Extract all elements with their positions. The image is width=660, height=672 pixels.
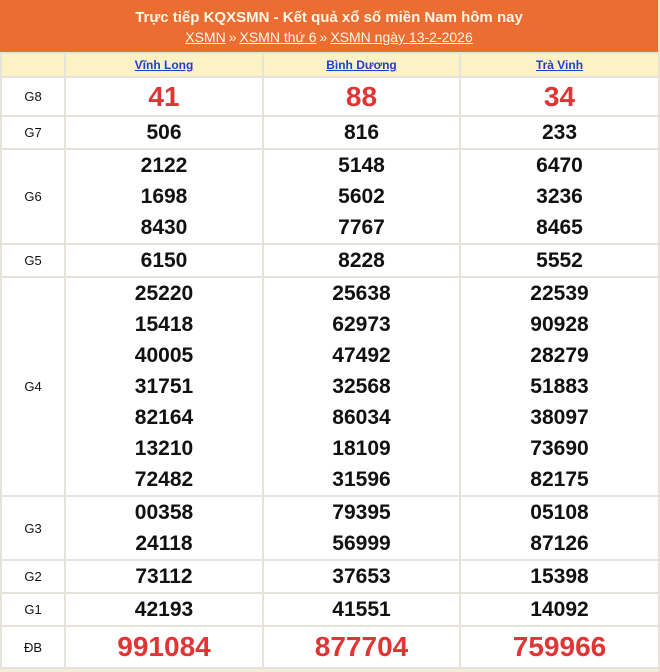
prize-rows <box>1 77 659 668</box>
prize-cell <box>460 149 659 244</box>
prize-number: 877704 <box>314 631 409 662</box>
prize-number: 00358 <box>134 501 194 524</box>
prize-row-g6 <box>1 149 659 244</box>
prize-number: 73112 <box>135 565 193 588</box>
prize-cell <box>263 496 460 560</box>
prize-row-g3 <box>1 496 659 560</box>
prize-label: ĐB <box>1 626 65 668</box>
prize-cell <box>65 116 263 149</box>
prize-label: G1 <box>1 593 65 626</box>
prize-row-db <box>1 626 659 668</box>
prize-row-g8 <box>1 77 659 116</box>
prize-number: 87126 <box>530 532 589 555</box>
prize-label: G6 <box>1 149 65 244</box>
prize-number: 82164 <box>134 406 194 429</box>
prize-number: 6470 <box>536 154 583 177</box>
breadcrumb-separator: » <box>228 29 237 45</box>
prize-number: 56999 <box>332 532 391 555</box>
prize-cell <box>65 496 263 560</box>
prize-cell <box>65 77 263 116</box>
prize-label: G2 <box>1 560 65 593</box>
prize-cell <box>263 593 460 626</box>
prize-number: 41 <box>148 81 180 112</box>
results-banner <box>0 0 658 52</box>
prize-number: 42193 <box>134 598 194 621</box>
prize-cell <box>65 593 263 626</box>
prize-number: 13210 <box>134 437 194 460</box>
prize-number: 25220 <box>134 282 194 305</box>
prize-number: 233 <box>541 121 578 144</box>
prize-number: 5602 <box>338 185 385 208</box>
prize-cell <box>460 626 659 668</box>
breadcrumb-separator: » <box>319 29 328 45</box>
prize-cell <box>263 244 460 277</box>
prize-cell <box>65 560 263 593</box>
prize-number: 759966 <box>512 631 607 662</box>
prize-row-g4 <box>1 277 659 496</box>
prize-label: G3 <box>1 496 65 560</box>
prize-cell <box>263 116 460 149</box>
prize-number: 41551 <box>332 598 391 621</box>
prize-number: 88 <box>345 81 378 112</box>
prize-number: 15398 <box>530 565 589 588</box>
prize-number: 32568 <box>332 375 391 398</box>
prize-number: 2122 <box>140 154 188 177</box>
province-link-tra-vinh[interactable]: Trà Vinh <box>535 58 584 72</box>
province-header-row <box>1 53 659 77</box>
prize-cell <box>65 244 263 277</box>
prize-number: 37653 <box>332 565 391 588</box>
prize-number: 72482 <box>134 468 194 491</box>
prize-number: 8465 <box>536 216 583 239</box>
prize-number: 47492 <box>332 344 391 367</box>
prize-number: 816 <box>343 121 380 144</box>
breadcrumb-xsmn-friday[interactable]: XSMN thứ 6 <box>239 29 317 45</box>
prize-label: G8 <box>1 77 65 116</box>
breadcrumb-xsmn[interactable]: XSMN <box>185 29 226 45</box>
prize-cell <box>263 77 460 116</box>
prize-row-g5 <box>1 244 659 277</box>
prize-row-g1 <box>1 593 659 626</box>
prize-cell <box>263 149 460 244</box>
province-link-vinh-long[interactable]: Vĩnh Long <box>134 58 194 72</box>
prize-cell <box>460 560 659 593</box>
prize-number: 18109 <box>332 437 391 460</box>
prize-label: G4 <box>1 277 65 496</box>
prize-number: 1698 <box>140 185 188 208</box>
prize-cell <box>460 116 659 149</box>
prize-number: 5148 <box>338 154 385 177</box>
prize-number: 90928 <box>530 313 589 336</box>
prize-cell <box>460 277 659 496</box>
prize-number: 7767 <box>338 216 385 239</box>
results-table <box>0 52 660 669</box>
prize-number: 62973 <box>332 313 391 336</box>
prize-number: 8228 <box>338 249 385 272</box>
prize-number: 506 <box>146 121 182 144</box>
prize-number: 31751 <box>134 375 194 398</box>
prize-cell <box>65 277 263 496</box>
prize-cell <box>460 496 659 560</box>
prize-number: 73690 <box>530 437 589 460</box>
prize-number: 79395 <box>332 501 391 524</box>
prize-number: 86034 <box>332 406 391 429</box>
prize-number: 38097 <box>530 406 589 429</box>
prize-number: 6150 <box>140 249 188 272</box>
prize-column-header <box>1 53 65 77</box>
prize-number: 24118 <box>135 532 193 555</box>
prize-number: 5552 <box>536 249 583 272</box>
prize-number: 82175 <box>530 468 589 491</box>
prize-number: 14092 <box>530 598 589 621</box>
prize-number: 25638 <box>332 282 391 305</box>
prize-number: 40005 <box>134 344 194 367</box>
page-title: Trực tiếp KQXSMN - Kết quả xổ số miền Nam hôm nay <box>135 9 523 26</box>
prize-number: 8430 <box>140 216 188 239</box>
prize-label: G5 <box>1 244 65 277</box>
prize-row-g7 <box>1 116 659 149</box>
prize-label: G7 <box>1 116 65 149</box>
prize-number: 15418 <box>134 313 194 336</box>
prize-number: 28279 <box>530 344 589 367</box>
breadcrumb-xsmn-date[interactable]: XSMN ngày 13-2-2026 <box>330 29 473 45</box>
prize-number: 31596 <box>332 468 391 491</box>
prize-number: 51883 <box>530 375 589 398</box>
prize-number: 05108 <box>530 501 589 524</box>
prize-cell <box>263 277 460 496</box>
breadcrumb <box>0 28 658 46</box>
province-link-binh-duong[interactable]: Bình Dương <box>326 58 397 72</box>
prize-cell <box>65 149 263 244</box>
prize-number: 991084 <box>117 631 211 662</box>
prize-cell <box>460 244 659 277</box>
prize-number: 3236 <box>536 185 583 208</box>
prize-number: 22539 <box>530 282 589 305</box>
prize-number: 34 <box>543 81 576 112</box>
prize-cell <box>460 77 659 116</box>
prize-cell <box>65 626 263 668</box>
prize-cell <box>460 593 659 626</box>
prize-cell <box>263 560 460 593</box>
prize-row-g2 <box>1 560 659 593</box>
prize-cell <box>263 626 460 668</box>
